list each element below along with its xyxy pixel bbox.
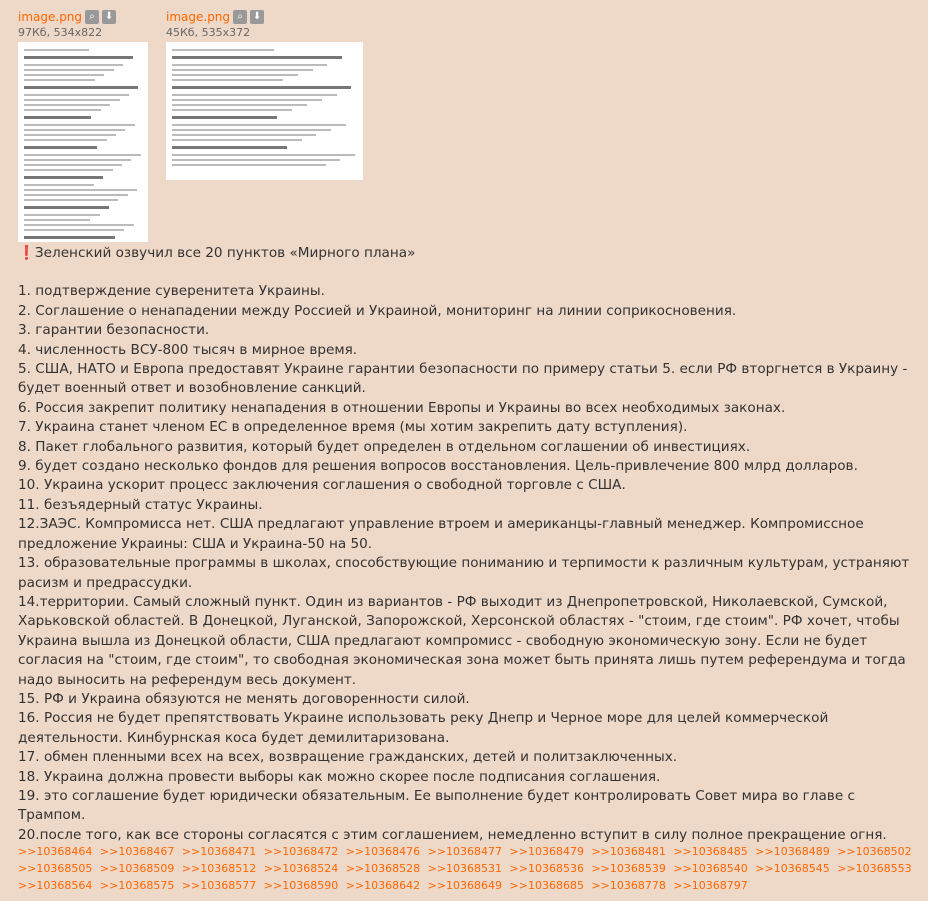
- reply-link[interactable]: >>10368509: [99, 862, 175, 875]
- reply-link[interactable]: >>10368471: [181, 845, 257, 858]
- plan-item: 20.после того, как все стороны согласятся с этим соглашением, немедленно вступит в силу полное прекращение огня.: [18, 826, 887, 843]
- thumbnail-text-line: [24, 224, 134, 226]
- plan-item: 19. это соглашение будет юридически обязательным. Ее выполнение будет контролировать Совет мира во главе с Трампом.: [18, 787, 855, 824]
- plan-item: 16. Россия не будет препятствовать Украине использовать реку Днепр и Черное море для целей коммерческой деятельности. Кинбурнская коса будет демилитаризована.: [18, 710, 829, 746]
- thumbnail-text-line: [172, 146, 287, 149]
- reply-link[interactable]: >>10368649: [427, 879, 503, 892]
- reply-link[interactable]: >>10368485: [673, 845, 748, 858]
- reply-link[interactable]: >>10368642: [345, 879, 421, 892]
- thumbnail-text-line: [172, 104, 307, 106]
- reply-link[interactable]: >>10368489: [755, 845, 830, 858]
- thumbnail-text-line: [24, 56, 133, 59]
- download-icon[interactable]: ⬇: [250, 10, 264, 24]
- thumbnail-text-line: [24, 99, 120, 101]
- plan-item: 11. безъядерный статус Украины.: [18, 496, 263, 513]
- file-link[interactable]: image.png: [18, 10, 83, 24]
- plan-item: 14.территории. Самый сложный пункт. Один из вариантов - РФ выходит из Днепропетровской, Николаевской, Сумской, Харьковской областей. В Донецкой, Луганской, Запорожской, Херсонской областях - "стоим, где стоим". РФ хочет, чтобы Украина вышла из Донецкой области, США предлагают компромисс - свободную экономическую зону. Если не будет согласия на "стоим, где стоим", то свободная экономическая зона может быть принята лишь путем референдума и тогда надо выносить на референдум весь документ.: [18, 593, 906, 688]
- reply-link[interactable]: >>10368540: [673, 862, 748, 875]
- reply-link[interactable]: >>10368531: [427, 862, 503, 875]
- plan-item: 8. Пакет глобального развития, который будет определен в отдельном соглашении об инвестициях.: [18, 438, 751, 455]
- thumbnail-text-line: [24, 176, 103, 179]
- thumbnail-text-line: [172, 134, 316, 136]
- thumbnail-text-line: [24, 159, 131, 161]
- thumbnail-text-line: [24, 199, 118, 201]
- download-icon[interactable]: ⬇: [102, 10, 116, 24]
- plan-item: 3. гарантии безопасности.: [18, 322, 210, 339]
- post-title: ❗Зеленский озвучил все 20 пунктов «Мирного плана»: [18, 245, 416, 261]
- plan-item: 5. США, НАТО и Европа предоставят Украине гарантии безопасности по примеру статьи 5. если РФ вторгнется в Украину - будет военный ответ и возобновление санкций.: [18, 361, 908, 397]
- thumbnail-text-line: [24, 124, 135, 126]
- thumbnail-text-line: [24, 69, 114, 71]
- reply-link[interactable]: >>10368577: [181, 879, 257, 892]
- thumbnail-text-line: [24, 49, 89, 51]
- thumbnail-text-line: [24, 164, 122, 166]
- thumbnail-text-line: [24, 129, 125, 131]
- reply-link[interactable]: >>10368539: [591, 862, 666, 875]
- thumbnail-text-line: [24, 236, 115, 239]
- post-body: [18, 244, 922, 845]
- plan-item: 12.ЗАЭС. Компромисса нет. США предлагают управление втроем и американцы-главный менеджер. Компромиссное предложение Украины: США и Украина-50 на 50.: [18, 516, 864, 552]
- thumbnail-text-line: [24, 206, 109, 209]
- reply-link[interactable]: >>10368524: [263, 862, 339, 875]
- thumbnail-text-line: [172, 49, 274, 51]
- thumbnail-text-line: [172, 129, 331, 131]
- reply-link[interactable]: >>10368476: [345, 845, 421, 858]
- attachments: [18, 10, 363, 242]
- thumbnail-text-line: [24, 74, 104, 76]
- reply-link[interactable]: >>10368575: [99, 879, 175, 892]
- thumbnail-text-line: [172, 116, 277, 119]
- thumbnail-text-line: [24, 116, 91, 119]
- thumbnail-text-line: [24, 146, 97, 149]
- thumbnail-text-line: [172, 74, 298, 76]
- thumbnail-text-line: [172, 64, 327, 66]
- attachment-2: [166, 10, 363, 242]
- thumbnail-text-line: [172, 69, 313, 71]
- reply-link[interactable]: >>10368778: [591, 879, 666, 892]
- thumbnail-text-line: [172, 164, 326, 166]
- thumbnail-text-line: [172, 109, 292, 111]
- reply-link[interactable]: >>10368590: [263, 879, 339, 892]
- image-thumbnail[interactable]: [166, 42, 363, 180]
- file-meta: 45Кб, 535x372: [166, 26, 251, 39]
- reply-link[interactable]: >>10368464: [18, 845, 93, 858]
- search-icon[interactable]: ⌕: [233, 10, 247, 24]
- reply-link[interactable]: >>10368528: [345, 862, 421, 875]
- thumbnail-text-line: [24, 94, 129, 96]
- plan-item: 7. Украина станет членом ЕС в определенное время (мы хотим закрепить дату вступления).: [18, 419, 688, 436]
- thumbnail-text-line: [172, 56, 342, 59]
- thumbnail-text-line: [24, 219, 90, 221]
- file-meta: 97Кб, 534x822: [18, 26, 103, 39]
- thumbnail-text-line: [172, 139, 302, 141]
- reply-link[interactable]: >>10368553: [837, 862, 912, 875]
- plan-item: 18. Украина должна провести выборы как можно скорее после подписания соглашения.: [18, 768, 661, 785]
- thumbnail-text-line: [24, 184, 94, 186]
- thumbnail-text-line: [172, 99, 322, 101]
- plan-item: 2. Соглашение о ненападении между Россией и Украиной, мониторинг на линии соприкосновения.: [18, 302, 737, 319]
- search-icon[interactable]: ⌕: [85, 10, 99, 24]
- plan-item: 10. Украина ускорит процесс заключения соглашения о свободной торговле с США.: [18, 477, 626, 494]
- image-thumbnail[interactable]: [18, 42, 148, 242]
- reply-link[interactable]: >>10368564: [18, 879, 93, 892]
- thumbnail-text-line: [24, 194, 128, 196]
- thumbnail-text-line: [24, 214, 100, 216]
- thumbnail-text-line: [172, 79, 283, 81]
- reply-link[interactable]: >>10368505: [18, 862, 93, 875]
- reply-link[interactable]: >>10368481: [591, 845, 666, 858]
- reply-link[interactable]: >>10368467: [99, 845, 175, 858]
- plan-item: 6. Россия закрепит политику ненападения в отношении Европы и Украины во всех необходимых законах.: [18, 399, 786, 416]
- reply-link[interactable]: >>10368512: [181, 862, 257, 875]
- plan-item: 17. обмен пленными всех на всех, возвращение гражданских, детей и политзаключенных.: [18, 749, 678, 766]
- thumbnail-text-line: [24, 86, 138, 89]
- reply-link[interactable]: >>10368477: [427, 845, 503, 858]
- plan-item: 15. РФ и Украина обязуются не менять договоренности силой.: [18, 690, 470, 707]
- thumbnail-text-line: [24, 229, 124, 231]
- thumbnail-text-line: [24, 79, 95, 81]
- thumbnail-text-line: [172, 86, 351, 89]
- thumbnail-text-line: [24, 139, 107, 141]
- thumbnail-text-line: [24, 169, 113, 171]
- attachment-1: [18, 10, 148, 242]
- thumbnail-text-line: [172, 154, 355, 156]
- thumbnail-text-line: [24, 104, 110, 106]
- reply-link[interactable]: >>10368479: [509, 845, 584, 858]
- plan-item: 4. численность ВСУ-800 тысяч в мирное время.: [18, 341, 358, 358]
- thumbnail-text-line: [24, 64, 123, 66]
- thumbnail-text-line: [172, 159, 340, 161]
- plan-item: 13. образовательные программы в школах, способствующие пониманию и терпимости к различным культурам, устраняют расизм и предрассудки.: [18, 555, 910, 591]
- reply-link[interactable]: >>10368545: [755, 862, 830, 875]
- reply-link[interactable]: >>10368797: [673, 879, 748, 892]
- reply-link[interactable]: >>10368472: [263, 845, 339, 858]
- thumbnail-text-line: [172, 124, 346, 126]
- thumbnail-text-line: [24, 154, 141, 156]
- file-link[interactable]: image.png: [166, 10, 231, 24]
- thumbnail-text-line: [24, 109, 101, 111]
- replies: [18, 843, 918, 894]
- reply-link[interactable]: >>10368536: [509, 862, 584, 875]
- plan-item: 1. подтверждение суверенитета Украины.: [18, 283, 325, 300]
- thumbnail-text-line: [24, 134, 116, 136]
- thumbnail-text-line: [172, 94, 337, 96]
- thumbnail-text-line: [24, 189, 137, 191]
- reply-link[interactable]: >>10368502: [837, 845, 912, 858]
- plan-item: 9. будет создано несколько фондов для решения вопросов восстановления. Цель-привлечение 800 млрд долларов.: [18, 458, 858, 475]
- reply-link[interactable]: >>10368685: [509, 879, 584, 892]
